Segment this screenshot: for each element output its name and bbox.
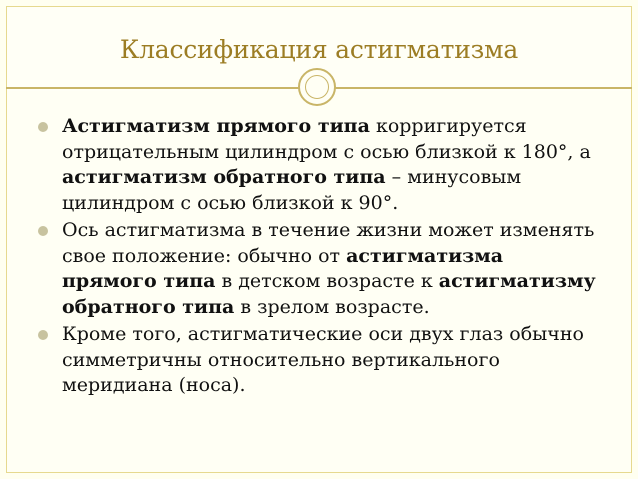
bullet-list [36, 114, 596, 401]
bullet-segment: корригируется отрицательным цилиндром с осью близкой к 180°, а [62, 115, 591, 163]
bullet-segment: Астигматизм прямого типа [62, 115, 370, 137]
bullet-item [36, 322, 596, 399]
bullet-item [36, 114, 596, 216]
bullet-dot-icon [38, 226, 48, 236]
circle-ornament-inner [305, 75, 329, 99]
bullet-text [62, 323, 584, 396]
bullet-segment: астигматизма прямого типа [62, 244, 504, 292]
bullet-segment: астигматизм обратного типа [62, 166, 386, 188]
bullet-text [62, 219, 596, 318]
bullet-dot-icon [38, 330, 48, 340]
bullet-segment: в зрелом возрасте. [234, 295, 430, 318]
slide-title: Классификация астигматизма [119, 35, 519, 64]
bullet-dot-icon [38, 122, 48, 132]
bullet-segment: в детском возрасте к [215, 270, 439, 292]
bullet-segment: Кроме того, астигматические оси двух глаз обычно симметричны относительно вертикального меридиана (носа). [62, 323, 584, 396]
bullet-segment: Ось астигматизма в течение жизни может изменять свое положение: обычно от [62, 219, 595, 267]
bullet-segment: – минусовым цилиндром с осью близкой к 90°. [62, 166, 522, 214]
circle-ornament-icon [298, 68, 336, 106]
bullet-item [36, 218, 596, 320]
bullet-segment: астигматизму обратного типа [62, 270, 596, 318]
bullet-text [62, 115, 591, 214]
